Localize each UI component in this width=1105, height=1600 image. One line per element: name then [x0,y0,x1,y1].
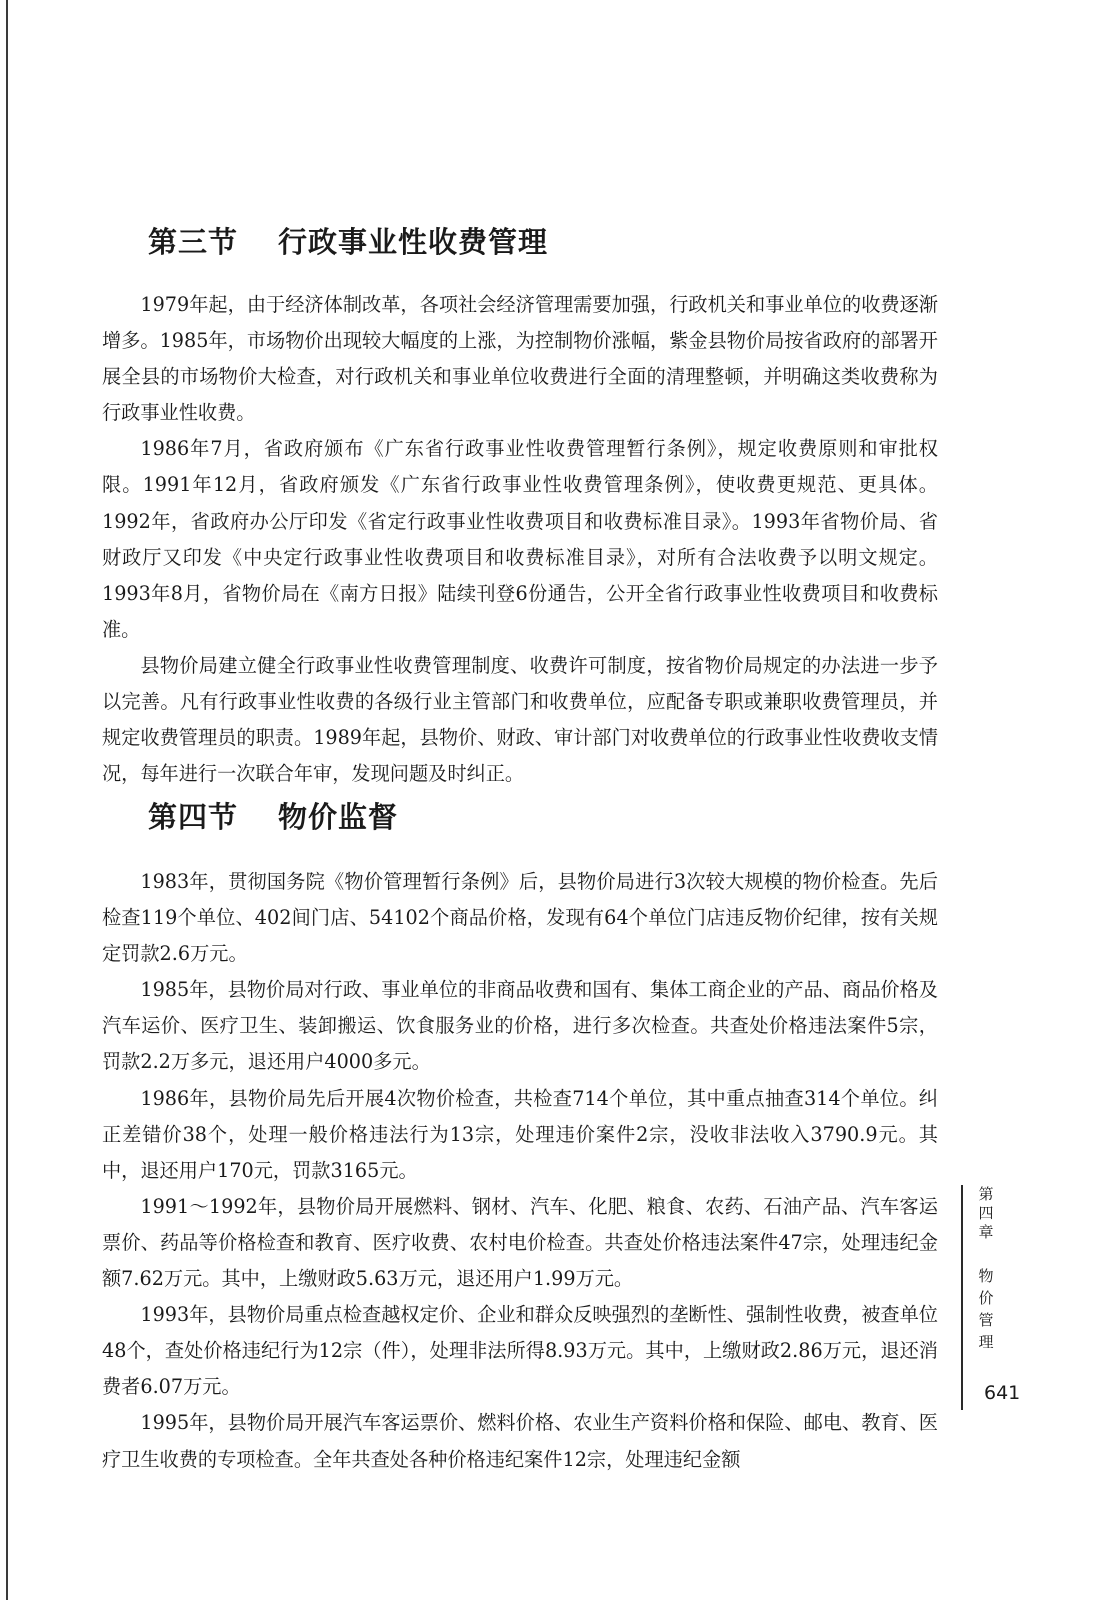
paragraph: 1985年，县物价局对行政、事业单位的非商品收费和国有、集体工商企业的产品、商品价格及汽车运价、医疗卫生、装卸搬运、饮食服务业的价格，进行多次检查。共查处价格违法案件5宗，罚款2.2万多元，退还用户4000多元。 [102,978,938,1074]
paragraph: 1995年，县物价局开展汽车客运票价、燃料价格、农业生产资料价格和保险、邮电、教育、医疗卫生收费的专项检查。全年共查处各种价格违纪案件12宗，处理违纪金额 [102,1411,938,1471]
side-chapter-name: 物价管理 [978,1267,994,1351]
paragraph: 1979年起，由于经济体制改革，各项社会经济管理需要加强，行政机关和事业单位的收费逐渐增多。1985年，市场物价出现较大幅度的上涨，为控制物价涨幅，紫金县物价局按省政府的部署开展全县的市场物价大检查，对行政机关和事业单位收费进行全面的清理整顿，并明确这类收费称为行政事业性收费。 [102,293,938,425]
side-tab-rule [961,1185,963,1410]
paragraph: 1983年，贯彻国务院《物价管理暂行条例》后，县物价局进行3次较大规模的物价检查。先后检查119个单位、402间门店、54102个商品价格，发现有64个单位门店违反物价纪律，按有关规定罚款2.6万元。 [102,870,938,966]
chapter-side-tab [961,1185,1011,1410]
section-heading-4 [148,795,398,836]
paragraph: 县物价局建立健全行政事业性收费管理制度、收费许可制度，按省物价局规定的办法进一步予以完善。凡有行政事业性收费的各级行业主管部门和收费单位，应配备专职或兼职收费管理员，并规定收费管理员的职责。1989年起，县物价、财政、审计部门对收费单位的行政事业性收费收支情况，每年进行一次联合年审，发现问题及时纠正。 [102,653,938,786]
paragraph: 1991～1992年，县物价局开展燃料、钢材、汽车、化肥、粮食、农药、石油产品、汽车客运票价、药品等价格检查和教育、医疗收费、农村电价检查。共查处价格违法案件47宗，处理违纪金额7.62万元。其中，上缴财政5.63万元，退还用户1.99万元。 [102,1194,938,1291]
section-title-text: 行政事业性收费管理 [278,225,549,259]
binding-edge-rule [6,0,8,1600]
section-title-text: 物价监督 [278,800,399,834]
section-3-body [102,287,938,792]
page-number: 641 [984,1382,1021,1404]
section-heading-3 [148,220,548,261]
section-number: 第四节 [148,800,239,834]
side-chapter-label: 第四章 [978,1185,994,1241]
paragraph: 1993年，县物价局重点检查越权定价、企业和群众反映强烈的垄断性、强制性收费，被查单位48个，查处价格违纪行为12宗（件），处理非法所得8.93万元。其中，上缴财政2.86万元，退还消费者6.07万元。 [102,1303,938,1399]
paragraph: 1986年7月，省政府颁布《广东省行政事业性收费管理暂行条例》，规定收费原则和审批权限。1991年12月，省政府颁发《广东省行政事业性收费管理条例》，使收费更规范、更具体。1992年，省政府办公厅印发《省定行政事业性收费项目和收费标准目录》。1993年省物价局、省财政厅又印发《中央定行政事业性收费项目和收费标准目录》，对所有合法收费予以明文规定。1993年8月，省物价局在《南方日报》陆续刊登6份通告，公开全省行政事业性收费项目和收费标准。 [102,437,938,641]
paragraph: 1986年，县物价局先后开展4次物价检查，共检查714个单位，其中重点抽查314个单位。纠正差错价38个，处理一般价格违法行为13宗，处理违价案件2宗，没收非法收入3790.9元。其中，退还用户170元，罚款3165元。 [102,1086,938,1182]
section-4-body [102,864,938,1478]
section-number: 第三节 [148,225,239,259]
